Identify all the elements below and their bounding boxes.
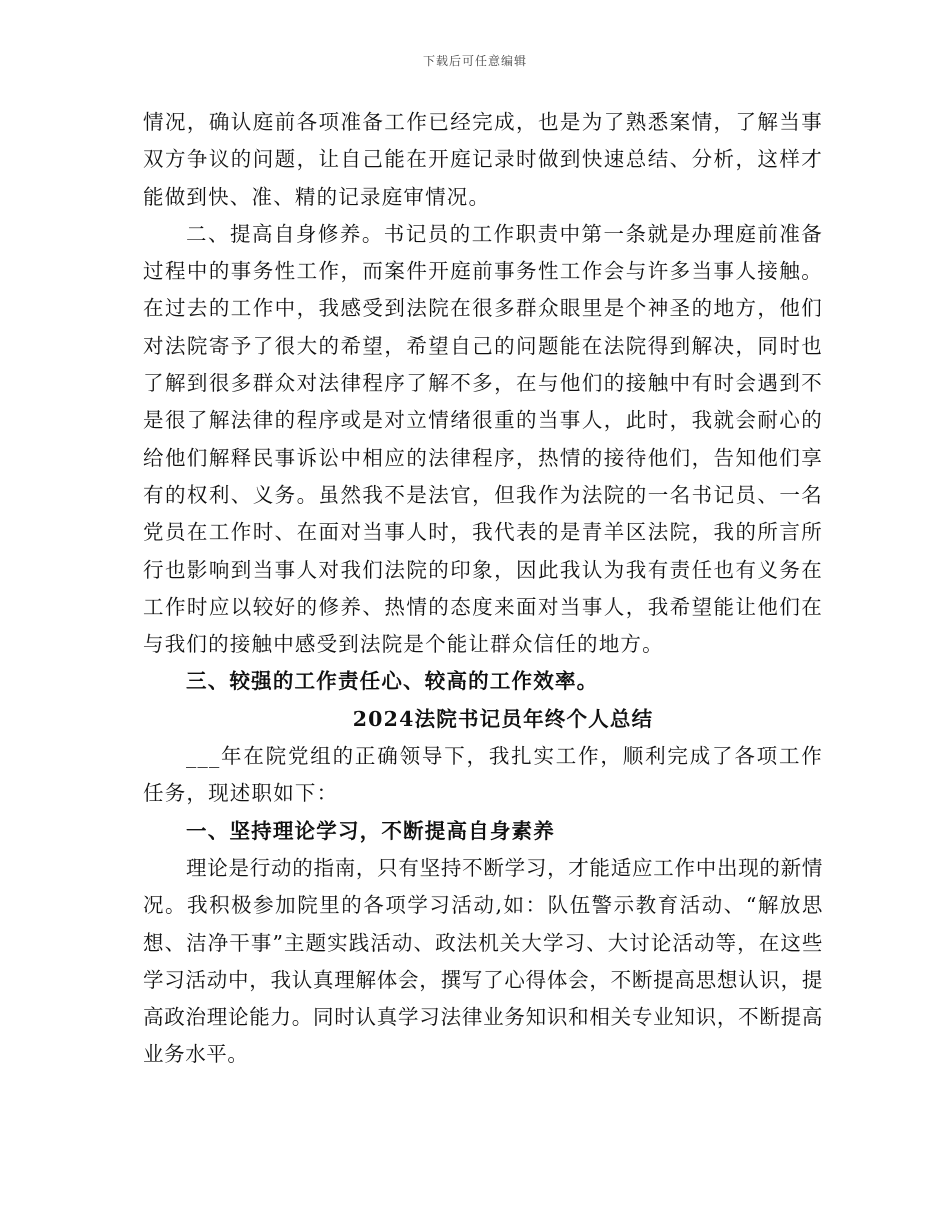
section-heading-responsibility: 三、较强的工作责任心、较高的工作效率。 bbox=[186, 669, 599, 694]
paragraph-self-cultivation: 二、提高自身修养。书记员的工作职责中第一条就是办理庭前准备过程中的事务性工作，而案件开庭前事务性工作会与许多当事人接触。在过去的工作中，我感受到法院在很多群众眼里是个神圣的地方，他们对法院寄予了很大的希望，希望自己的问题能在法院得到解决，同时也了解到很多群众对法律程序了解不多，在与他们的接触中有时会遇到不是很了解法律的程序或是对立情绪很重的当事人，此时，我就会耐心的给他们解释民事诉讼中相应的法律程序，热情的接待他们，告知他们享有的权利、义务。虽然我不是法官，但我作为法院的一名书记员、一名党员在工作时、在面对当事人时，我代表的是青羊区法院，我的所言所行也影响到当事人对我们法院的印象，因此我认为我有责任也有义务在工作时应以较好的修养、热情的态度来面对当事人，我希望能让他们在与我们的接触中感受到法院是个能让群众信任的地方。 bbox=[143, 221, 823, 657]
section-heading-theory-study: 一、坚持理论学习，不断提高自身素养 bbox=[186, 818, 555, 843]
document-body bbox=[143, 104, 823, 1074]
paragraph-case-preparation: 情况，确认庭前各项准备工作已经完成，也是为了熟悉案情，了解当事双方争议的问题，让自己能在开庭记录时做到快速总结、分析，这样才能做到快、准、精的记录庭审情况。 bbox=[143, 110, 823, 209]
page-header-note: 下载后可任意编辑 bbox=[422, 54, 527, 68]
paragraph-intro: ___年在院党组的正确领导下，我扎实工作，顺利完成了各项工作任务，现述职如下： bbox=[143, 744, 823, 806]
paragraph-theory-study: 理论是行动的指南，只有坚持不断学习，才能适应工作中出现的新情况。我积极参加院里的各项学习活动,如：队伍警示教育活动、“解放思想、洁净干事”主题实践活动、政法机关大学习、大讨论活动等，在这些学习活动中，我认真理解体会，撰写了心得体会，不断提高思想认识，提高政治理论能力。同时认真学习法律业务知识和相关专业知识，不断提高业务水平。 bbox=[143, 855, 823, 1067]
document-title: 2024法院书记员年终个人总结 bbox=[352, 706, 654, 731]
